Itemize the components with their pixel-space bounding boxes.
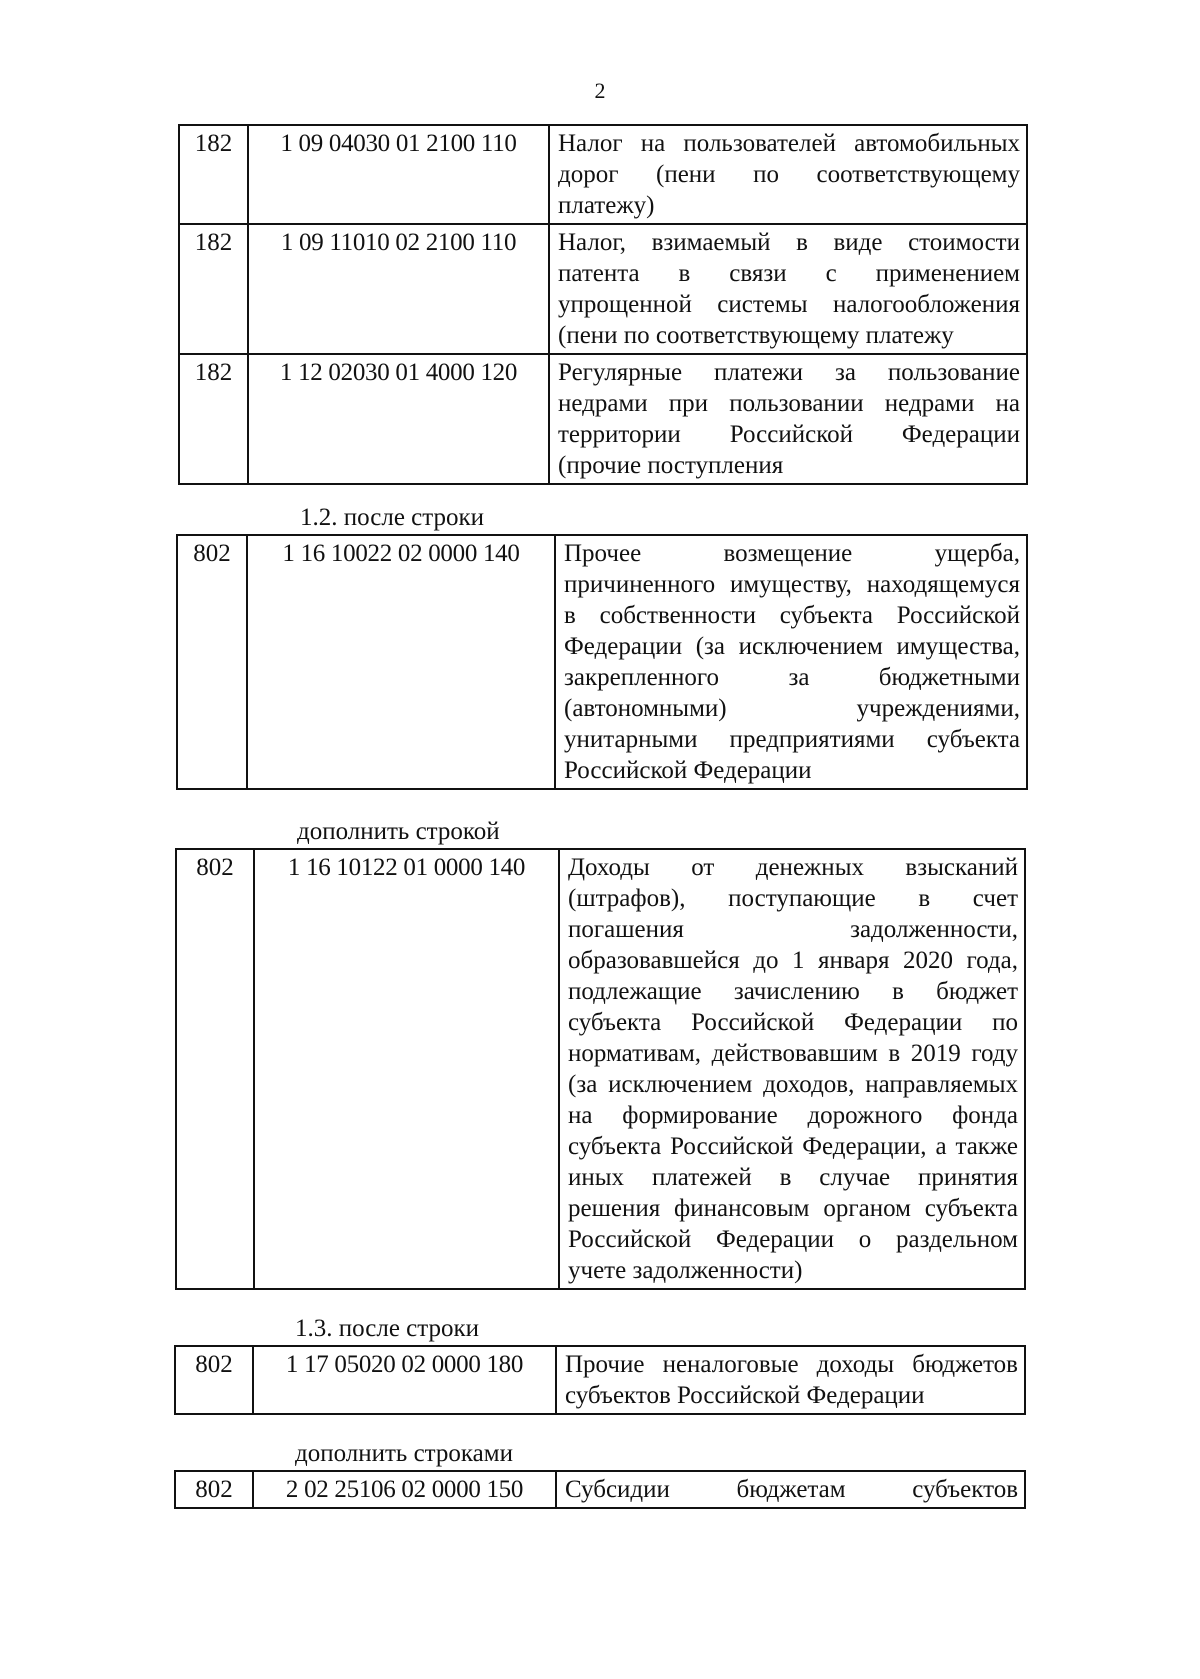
table-row [175,1471,1025,1508]
description-line: Прочее возмещение ущерба, [564,540,1020,567]
kbk-code-cell: 1 12 02030 01 4000 120 [248,354,549,484]
description-line: решения финансовым органом субъекта [568,1195,1018,1222]
description-cell [559,849,1025,1289]
description-line: дорог (пени по соответствующему [558,161,1020,188]
admin-code-cell: 802 [177,535,247,789]
kbk-code-cell: 1 16 10022 02 0000 140 [247,535,555,789]
description-line: Налог, взимаемый в виде стоимости [558,229,1020,256]
description-line: (пени по соответствующему платежу [558,322,954,349]
admin-code-cell: 802 [176,849,254,1289]
description-line: Субсидии бюджетам субъектов [565,1476,1018,1503]
description-cell [555,535,1027,789]
description-line: субъекта Российской Федерации по [568,1009,1018,1036]
description-line: патента в связи с применением [558,260,1020,287]
supplement-rows-label: дополнить строками [295,1440,513,1467]
section-label-1-2: 1.2. после строки [300,504,485,531]
admin-code-cell: 182 [179,224,248,354]
description-line: Налог на пользователей автомобильных [558,130,1020,157]
description-line: Регулярные платежи за пользование [558,359,1020,386]
description-line: Российской Федерации о раздельном [568,1226,1018,1253]
description-line: (прочие поступления [558,452,784,479]
revenue-codes-table-1-3 [174,1345,1026,1415]
description-line: иных платежей в случае принятия [568,1164,1018,1191]
admin-code-cell: 182 [179,354,248,484]
page-number: 2 [594,78,606,103]
description-line: подлежащие зачислению в бюджет [568,978,1018,1005]
description-line: (автономными) учреждениями, [564,695,1020,722]
description-line: Доходы от денежных взысканий [568,854,1018,881]
kbk-code-cell: 1 09 11010 02 2100 110 [248,224,549,354]
description-line: в собственности субъекта Российской [564,602,1020,629]
table-row [179,224,1027,354]
table-row [177,535,1027,789]
revenue-codes-table-top [178,124,1028,485]
revenue-codes-table-1-2 [176,534,1028,790]
description-cell [556,1346,1025,1414]
table-row [176,849,1025,1289]
description-line: на формирование дорожного фонда [568,1102,1018,1129]
description-line: закрепленного за бюджетными [564,664,1020,691]
description-cell [556,1471,1025,1508]
description-line: территории Российской Федерации [558,421,1020,448]
description-cell [549,354,1027,484]
kbk-code-cell: 1 09 04030 01 2100 110 [248,125,549,224]
description-line: образовавшейся до 1 января 2020 года, [568,947,1018,974]
table-row [179,354,1027,484]
description-line: причиненного имуществу, находящемуся [564,571,1020,598]
admin-code-cell: 802 [175,1346,253,1414]
description-line: упрощенной системы налогообложения [558,291,1020,318]
kbk-code-cell: 1 16 10122 01 0000 140 [254,849,559,1289]
description-line: субъектов Российской Федерации [565,1382,925,1409]
description-line: (штрафов), поступающие в счет [568,885,1018,912]
admin-code-cell: 802 [175,1471,253,1508]
description-line: учете задолженности) [568,1257,803,1284]
description-line: Прочие неналоговые доходы бюджетов [565,1351,1018,1378]
description-line: Федерации (за исключением имущества, [564,633,1020,660]
description-line: платежу) [558,192,655,219]
section-label-1-3: 1.3. после строки [295,1315,480,1342]
kbk-code-cell: 1 17 05020 02 0000 180 [253,1346,556,1414]
revenue-codes-table-subsidies [174,1470,1026,1509]
description-line: нормативам, действовавшим в 2019 году [568,1040,1018,1067]
admin-code-cell: 182 [179,125,248,224]
description-line: унитарными предприятиями субъекта [564,726,1020,753]
supplement-row-label: дополнить строкой [297,818,500,845]
table-row [179,125,1027,224]
description-cell [549,125,1027,224]
table-row [175,1346,1025,1414]
description-line: недрами при пользовании недрами на [558,390,1020,417]
revenue-codes-table-added [175,848,1026,1290]
description-line: субъекта Российской Федерации, а также [568,1133,1018,1160]
description-line: (за исключением доходов, направляемых [568,1071,1018,1098]
description-line: погашения задолженности, [568,916,1018,943]
kbk-code-cell: 2 02 25106 02 0000 150 [253,1471,556,1508]
description-line: Российской Федерации [564,757,812,784]
description-cell [549,224,1027,354]
